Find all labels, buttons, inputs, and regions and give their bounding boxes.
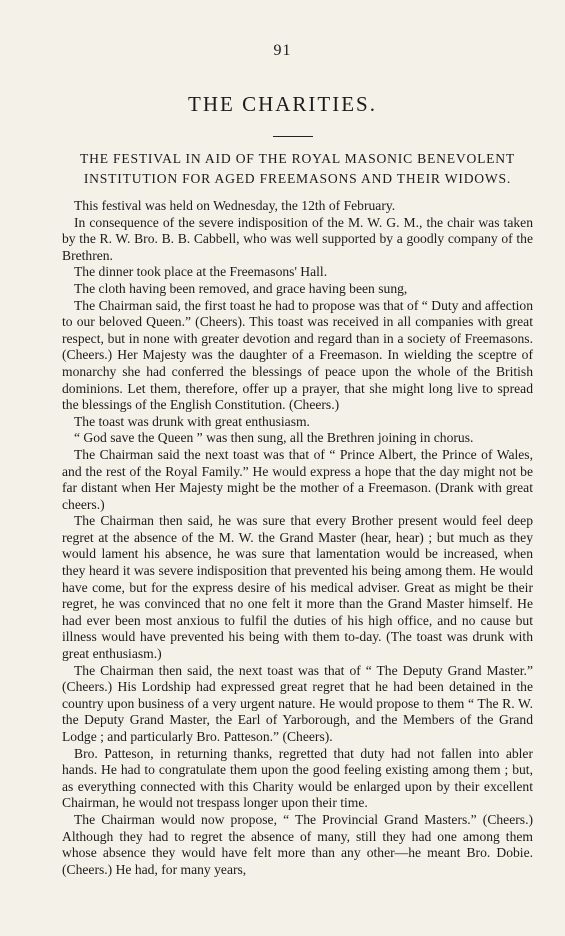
title-rule [273,136,313,137]
paragraph: This festival was held on Wednesday, the 12th of February. [74,198,396,213]
article-body [62,198,533,878]
paragraph: The cloth having been removed, and grace having been sung, [74,280,408,296]
paragraph: The Chairman then said, the next toast was that of “ The Deputy Grand Master.” (Cheers.) His Lordship had expressed great regret that he had been detained in the country upon business of a very urgent nature. He would propose to them “ The R. W. the Deputy Grand Master, the Earl of Yarborough, and the Members of the Grand Lodge ; and particularly Bro. Patteson.” (Cheers). [62,662,533,744]
paragraph: Bro. Patteson, in returning thanks, regretted that duty had not fallen into abler hands. He had to congratulate them upon the good feeling existing among them ; but, as everything connected with this Charity would be enlarged upon by their excellent Chairman, he would not trespass longer upon their time. [62,745,533,811]
page-title: THE CHARITIES. [188,92,377,116]
paragraph: The Chairman said the next toast was that of “ Prince Albert, the Prince of Wales, and the rest of the Royal Family.” He would express a hope that the day might not be far distant when Her Majesty might be the mother of a Freemason. (Drank with great cheers.) [62,446,533,512]
subtitle-line-1: THE FESTIVAL IN AID OF THE ROYAL MASONIC BENEVOLENT [79,151,515,166]
paragraph: The dinner took place at the Freemasons' Hall. [74,264,328,280]
subtitle-line-2: INSTITUTION FOR AGED FREEMASONS AND THEIR WIDOWS. [83,171,512,186]
paragraph: In consequence of the severe indisposition of the M. W. G. M., the chair was taken by the R. W. Bro. B. B. Cabbell, who was well supported by a goodly company of the Brethren. [62,214,533,263]
paragraph: The Chairman would now propose, “ The Provincial Grand Masters.” (Cheers.) Although they had to regret the absence of many, still they had one among them whose absence they would have felt more than any other—he meant Bro. Dobie. (Cheers.) He had, for many years, [62,811,533,877]
page-number: 91 [273,42,292,59]
paragraph: The toast was drunk with great enthusiasm. [74,413,310,429]
article-subtitle [62,149,533,189]
paragraph: “ God save the Queen ” was then sung, all the Brethren joining in chorus. [74,430,474,446]
paragraph: The Chairman said, the first toast he had to propose was that of “ Duty and affection to our beloved Queen.” (Cheers). This toast was received in all companies with great respect, but in none with greater devotion and regard than in a society of Freemasons. (Cheers.) Her Majesty was the daughter of a Freemason. In wielding the sceptre of monarchy she had conferred the blessings of peace upon the whole of the British dominions. Let them, therefore, offer up a prayer, that she might long live to spread the blessings of the English Constitution. (Cheers.) [62,297,533,413]
paragraph: The Chairman then said, he was sure that every Brother present would feel deep regret at the absence of the M. W. the Grand Master (hear, hear) ; but much as they would lament his absence, he was sure that lamentation would be increased, when they heard it was severe indisposition that prevented his being among them. He would have come, but for the express desire of his medical adviser. Great as might be their regret, he was convinced that no one felt it more than the Grand Master himself. He had ever been most anxious to fulfil the duties of his high office, and no cause but illness would have prevented his being with them to-day. (The toast was drunk with great enthusiasm.) [62,513,533,662]
